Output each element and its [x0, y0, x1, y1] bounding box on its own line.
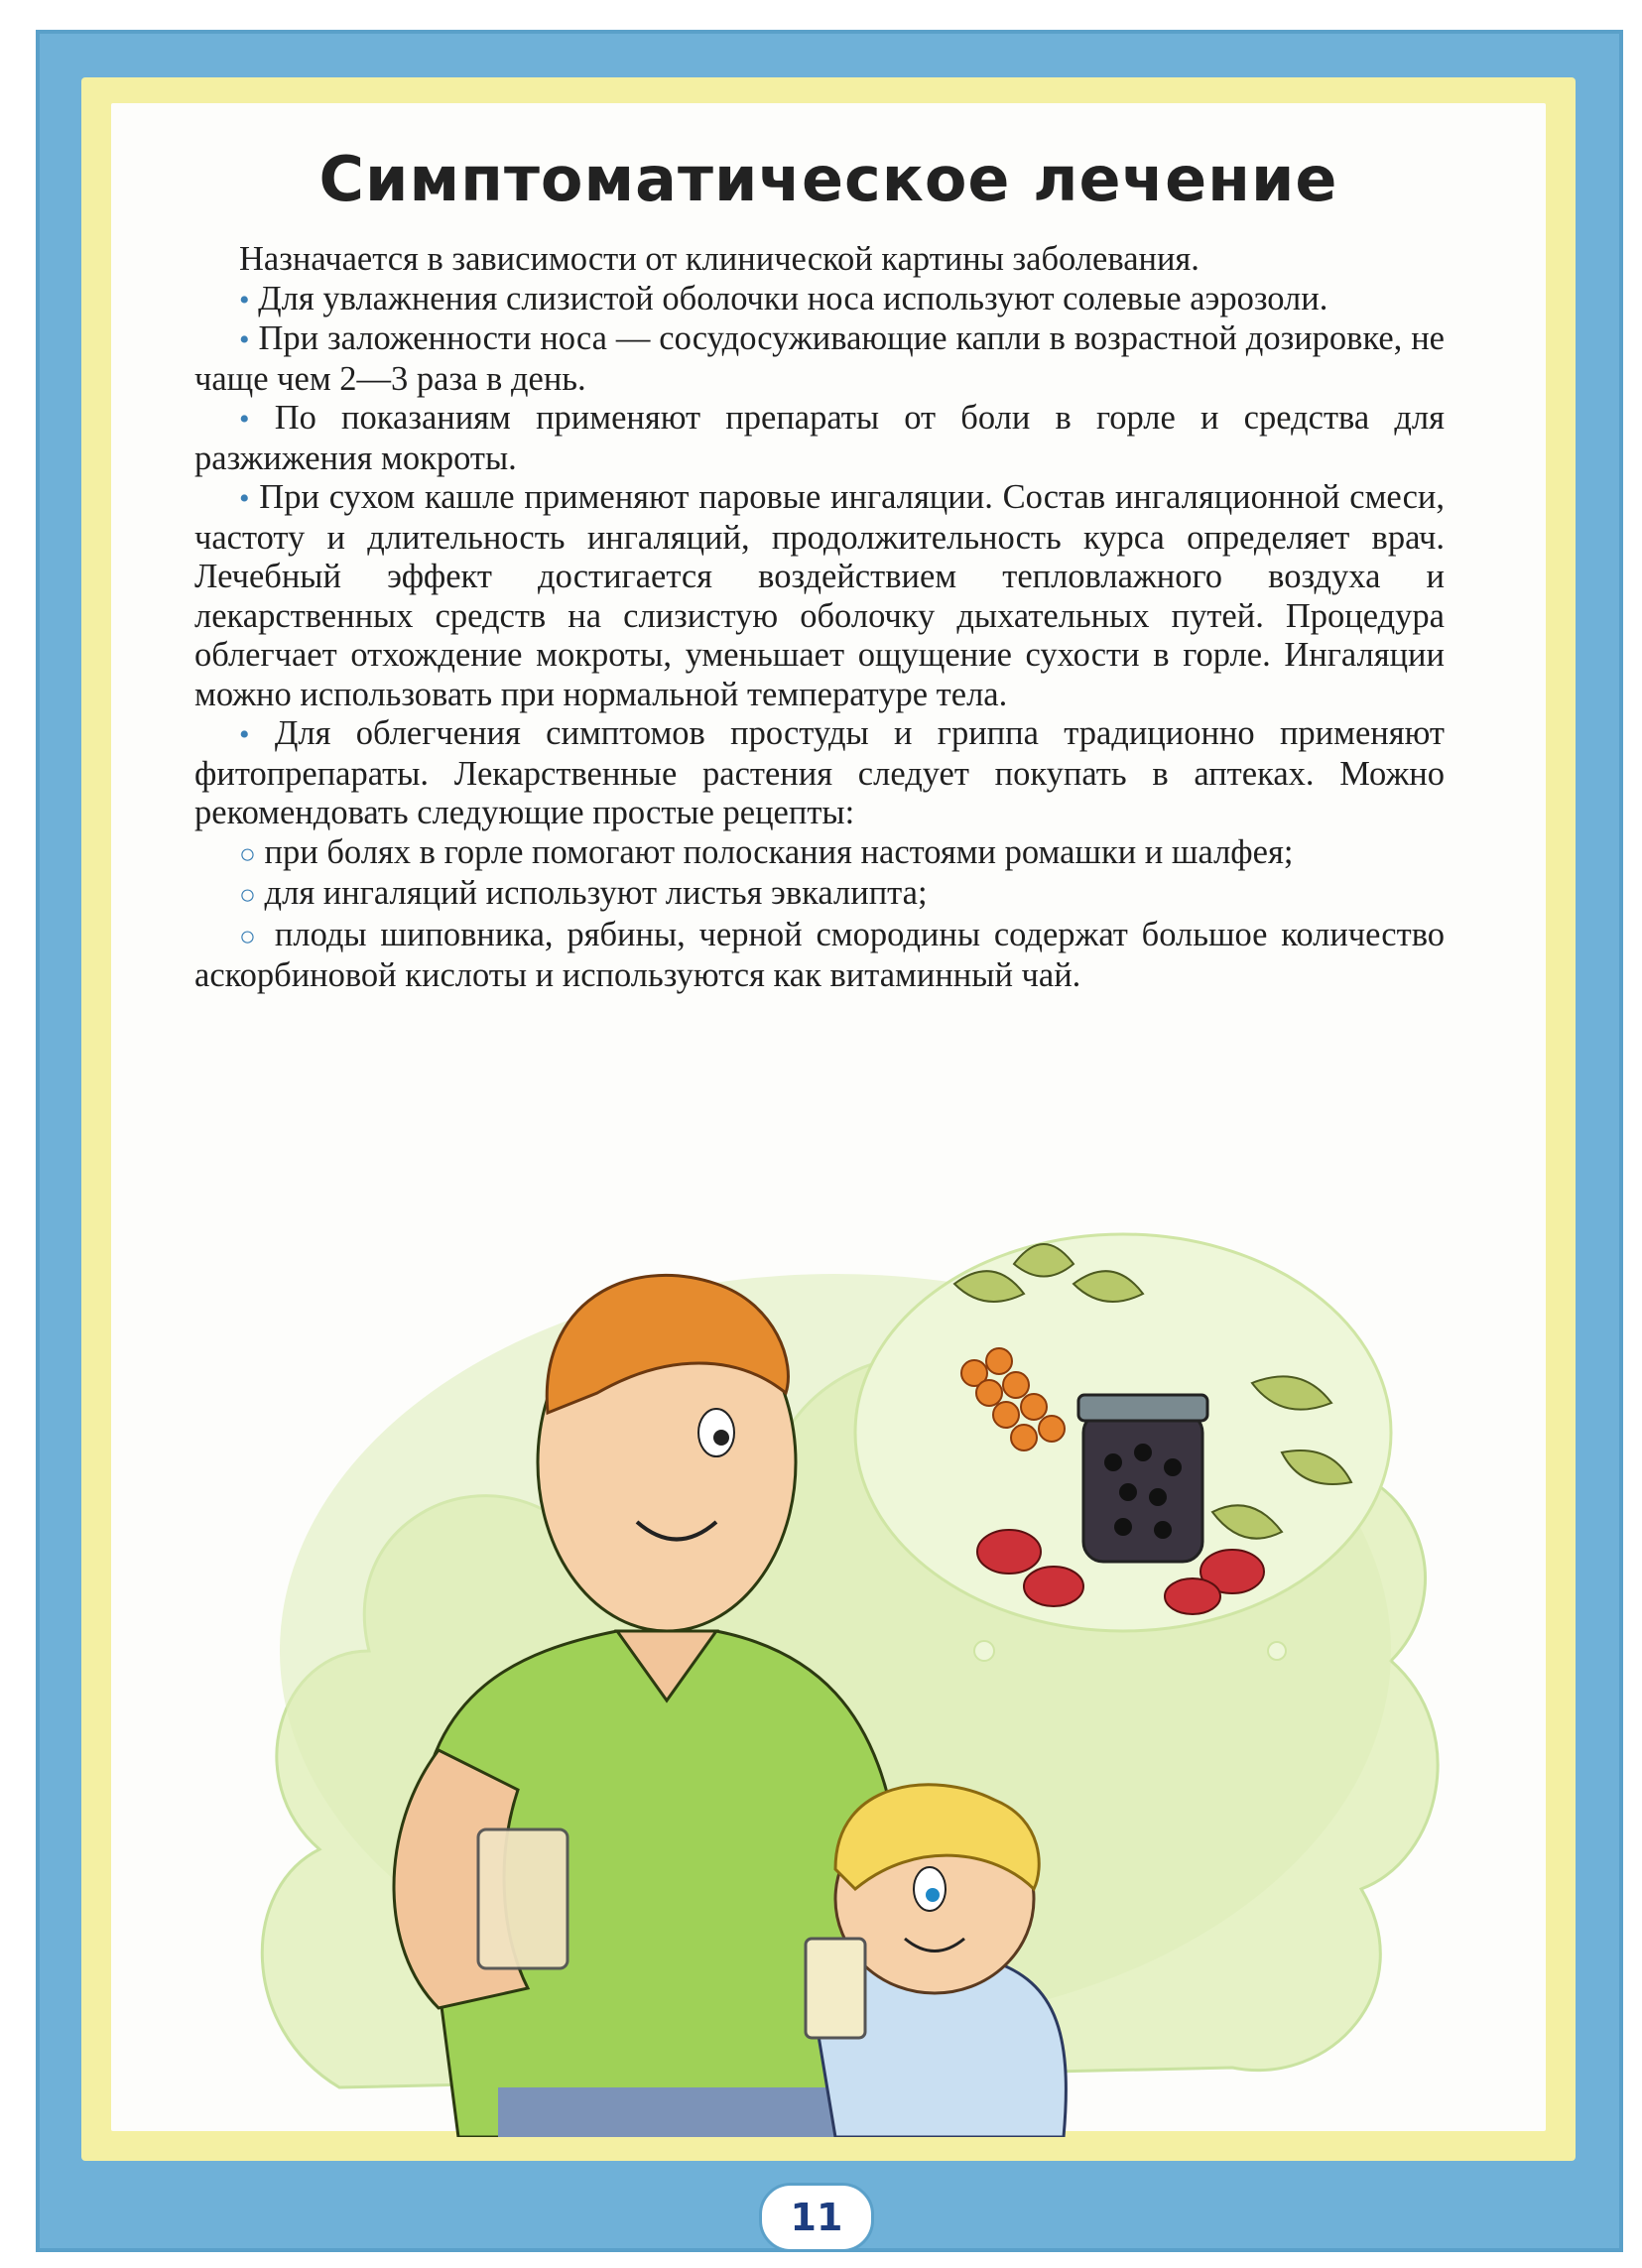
intro-paragraph: Назначается в зависимости от клинической картины заболевания. — [239, 240, 1200, 278]
bullet-icon: • — [239, 283, 250, 316]
page-title: Симптоматическое лечение — [318, 143, 1338, 215]
bullet-text: При заложенности носа — сосудосуживающие капли в возрастной дозировке, не чаще чем 2—3 раза в день. — [194, 319, 1445, 398]
illustration-father-and-child — [200, 1135, 1490, 2137]
bullet-paragraph — [194, 478, 1445, 714]
bullet-icon: • — [239, 482, 250, 515]
bullet-paragraph — [194, 399, 1445, 478]
content-panel — [111, 103, 1546, 2131]
circle-bullet-icon: ○ — [239, 921, 262, 952]
bullet-paragraph — [194, 714, 1445, 833]
bullet-icon: • — [239, 323, 250, 356]
bullet-text: Для облегчения симптомов простуды и гриппа традиционно применяют фитопрепараты. Лекарственные растения следует покупать в аптеках. Можно рекомендовать следующие простые рецепты: — [194, 714, 1446, 831]
bullet-paragraph — [194, 319, 1445, 399]
bullet-paragraph — [194, 280, 1445, 320]
page-number: 11 — [759, 2183, 874, 2252]
recipe-item — [194, 874, 1445, 916]
circle-bullet-icon: ○ — [239, 880, 256, 911]
recipe-item — [194, 833, 1445, 875]
bullet-icon: • — [239, 403, 250, 436]
bullet-text: При сухом кашле применяют паровые ингаляции. Состав ингаляционной смеси, частоту и длительность ингаляций, продолжительность курса определяет врач. Лечебный эффект достигается воздействием тепловлажного воздуха и лекарственных средств на слизистую оболочку дыхательных путей. Процедура облегчает отхождение мокроты, уменьшает ощущение сухости в горле. Ингаляции можно использовать при нормальной температуре тела. — [194, 478, 1446, 713]
bullet-icon: • — [239, 718, 250, 751]
body-text — [194, 240, 1445, 996]
bullet-text: Для увлажнения слизистой оболочки носа используют солевые аэрозоли. — [258, 279, 1328, 317]
circle-bullet-icon: ○ — [239, 838, 256, 870]
recipe-item — [194, 916, 1445, 996]
bullet-text: По показаниям применяют препараты от боли в горле и средства для разжижения мокроты. — [194, 399, 1445, 477]
recipe-text: при болях в горле помогают полоскания настоями ромашки и шалфея; — [264, 832, 1294, 871]
recipe-text: для ингаляций используют листья эвкалипта; — [264, 874, 928, 912]
recipe-text: плоды шиповника, рябины, черной смородины содержат большое количество аскорбиновой кислоты и используются как витаминный чай. — [194, 915, 1446, 994]
jar-icon — [1078, 1395, 1207, 1562]
